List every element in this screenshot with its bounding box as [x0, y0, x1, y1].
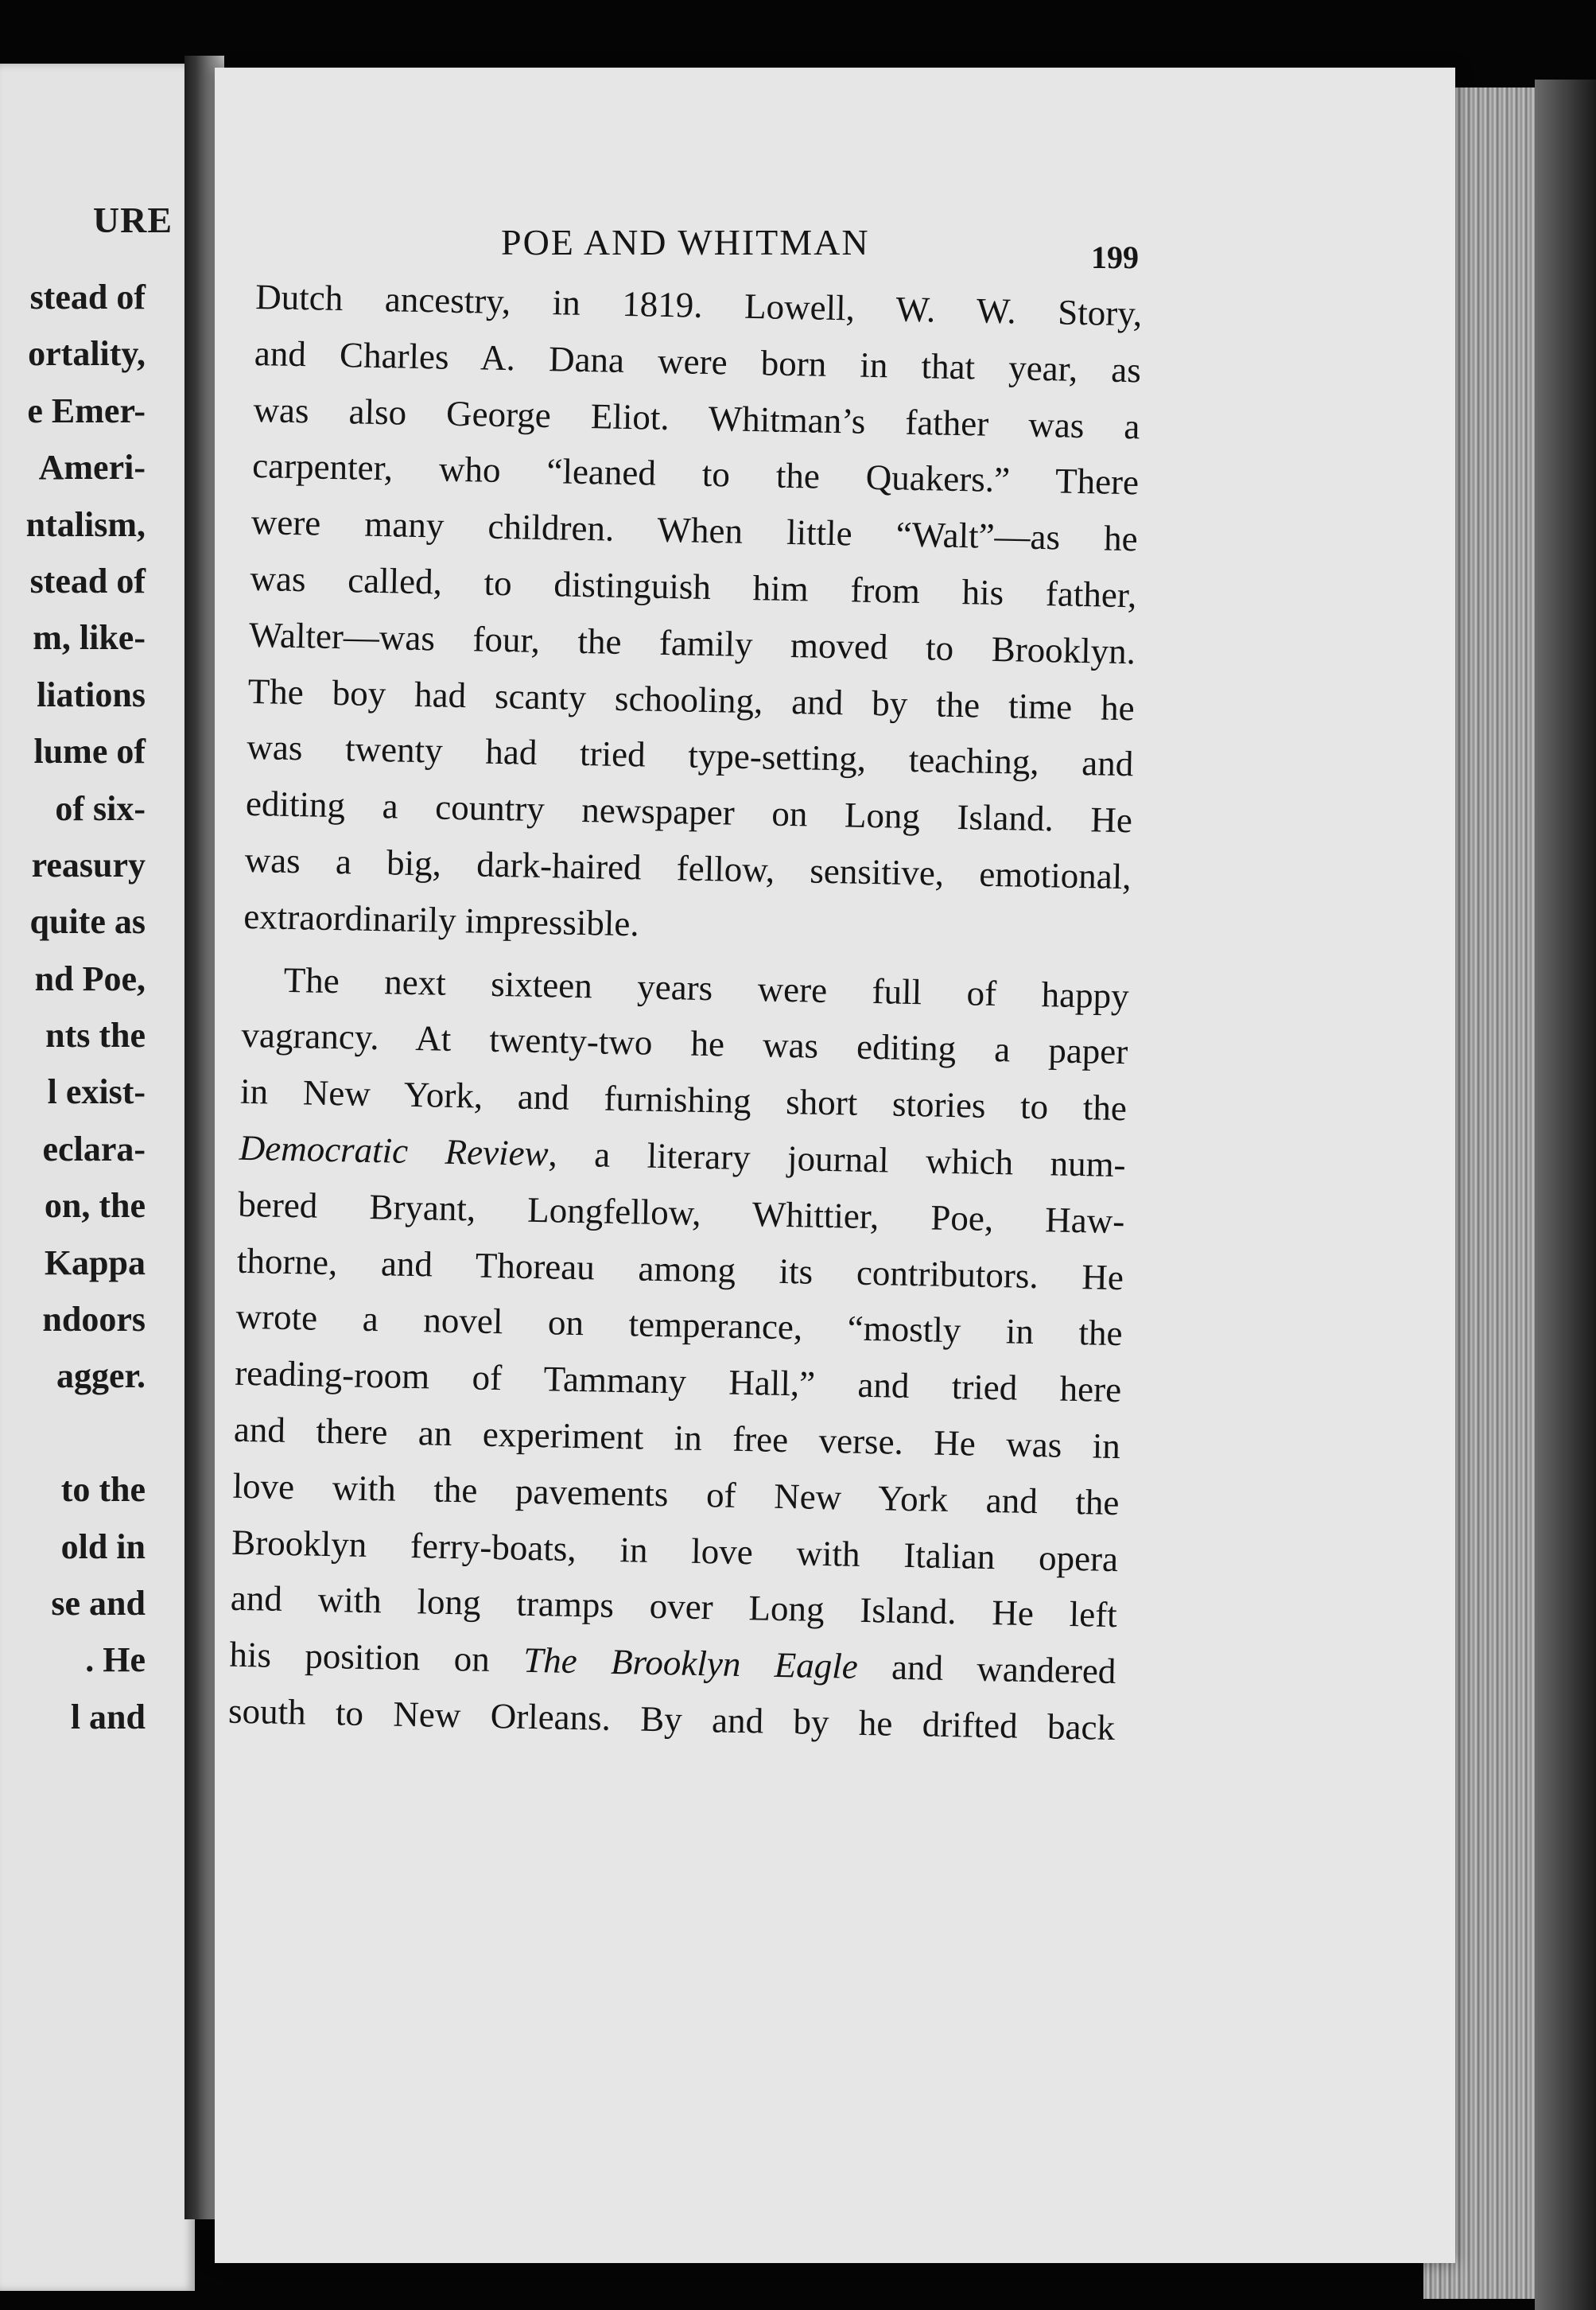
text-line: Brooklyn ferry-boats, in love with Italian opera	[231, 1522, 1119, 1579]
text-line: The boy had scanty schooling, and by the time he	[247, 671, 1136, 728]
left-running-head: URE	[92, 200, 173, 240]
running-head: POE AND WHITMAN	[501, 222, 870, 262]
left-page	[0, 64, 195, 2291]
text-line: editing a country newspaper on Long Island. He	[245, 784, 1133, 841]
text-line: wrote a novel on temperance, “mostly in the	[235, 1297, 1123, 1354]
text-line: l and	[70, 1697, 146, 1736]
text-line: ortality,	[28, 334, 146, 374]
text-line: thorne, and Thoreau among its contributors. He	[236, 1240, 1124, 1297]
text-line: Ameri-	[38, 448, 146, 488]
body-text	[228, 269, 1143, 1756]
text-line: e Emer-	[27, 391, 146, 430]
text-line: of six-	[55, 788, 146, 828]
page-number: 199	[1091, 239, 1139, 275]
text-line: reasury	[31, 845, 146, 885]
text-line: se and	[51, 1583, 146, 1623]
text-span: his position on	[229, 1634, 524, 1680]
left-page-text	[26, 269, 146, 1745]
text-line: was twenty had tried type-setting, teaching, and	[246, 727, 1134, 784]
text-line: extraordinarily impressible.	[243, 896, 640, 944]
text-line: old in	[60, 1526, 146, 1566]
text-span: and wandered	[857, 1646, 1116, 1692]
text-line: Walter—was four, the family moved to Brooklyn.	[248, 614, 1136, 672]
text-line: eclara-	[42, 1129, 146, 1169]
page-edge-shadow	[1535, 80, 1596, 2310]
text-line: and there an experiment in free verse. He was in	[233, 1409, 1121, 1467]
italic-title: Democratic Review	[239, 1127, 549, 1174]
text-line: was also George Eliot. Whitman’s father was a	[253, 389, 1140, 446]
text-line: and Charles A. Dana were born in that year, as	[254, 332, 1142, 391]
text-line: carpenter, who “leaned to the Quakers.” There	[251, 445, 1140, 503]
text-line: stead of	[29, 278, 146, 317]
text-line: bered Bryant, Longfellow, Whittier, Poe, Haw-	[237, 1184, 1125, 1241]
text-line: l exist-	[47, 1072, 146, 1112]
text-line: was called, to distinguish him from his father,	[250, 558, 1137, 616]
text-line: was a big, dark-haired fellow, sensitive, emotional,	[244, 839, 1132, 897]
text-line	[26, 1405, 146, 1461]
text-line: to the	[60, 1470, 146, 1510]
text-span: , a literary journal which num-	[548, 1134, 1127, 1185]
text-line: The next sixteen years were full of happy	[283, 959, 1130, 1016]
text-line: Dutch ancestry, in 1819. Lowell, W. W. Story,	[254, 276, 1143, 334]
text-line: ntalism,	[25, 504, 146, 544]
text-line: were many children. When little “Walt”—as he	[250, 502, 1139, 559]
text-line: in New York, and furnishing short stories to the	[239, 1071, 1128, 1129]
text-line: lume of	[33, 732, 146, 772]
text-line: Kappa	[44, 1242, 146, 1282]
text-line: quite as	[29, 902, 146, 942]
text-line: reading-room of Tammany Hall,” and tried here	[234, 1352, 1122, 1410]
text-line: m, like-	[33, 618, 146, 658]
text-line: stead of	[29, 561, 146, 601]
italic-title: The Brooklyn Eagle	[522, 1639, 859, 1686]
text-line: liations	[37, 675, 146, 714]
text-line: ndoors	[42, 1300, 146, 1340]
text-line: nd Poe,	[34, 959, 146, 998]
text-line: agger.	[56, 1356, 146, 1396]
text-line: and with long tramps over Long Island. He left	[230, 1578, 1118, 1635]
text-line: on, the	[44, 1186, 146, 1226]
text-line: love with the pavements of New York and the	[232, 1465, 1120, 1522]
text-line: vagrancy. At twenty-two he was editing a paper	[241, 1015, 1128, 1072]
text-line: . He	[85, 1640, 146, 1680]
text-line: nts the	[45, 1016, 146, 1056]
text-line: south to New Orleans. By and by he drifted back	[227, 1690, 1116, 1748]
